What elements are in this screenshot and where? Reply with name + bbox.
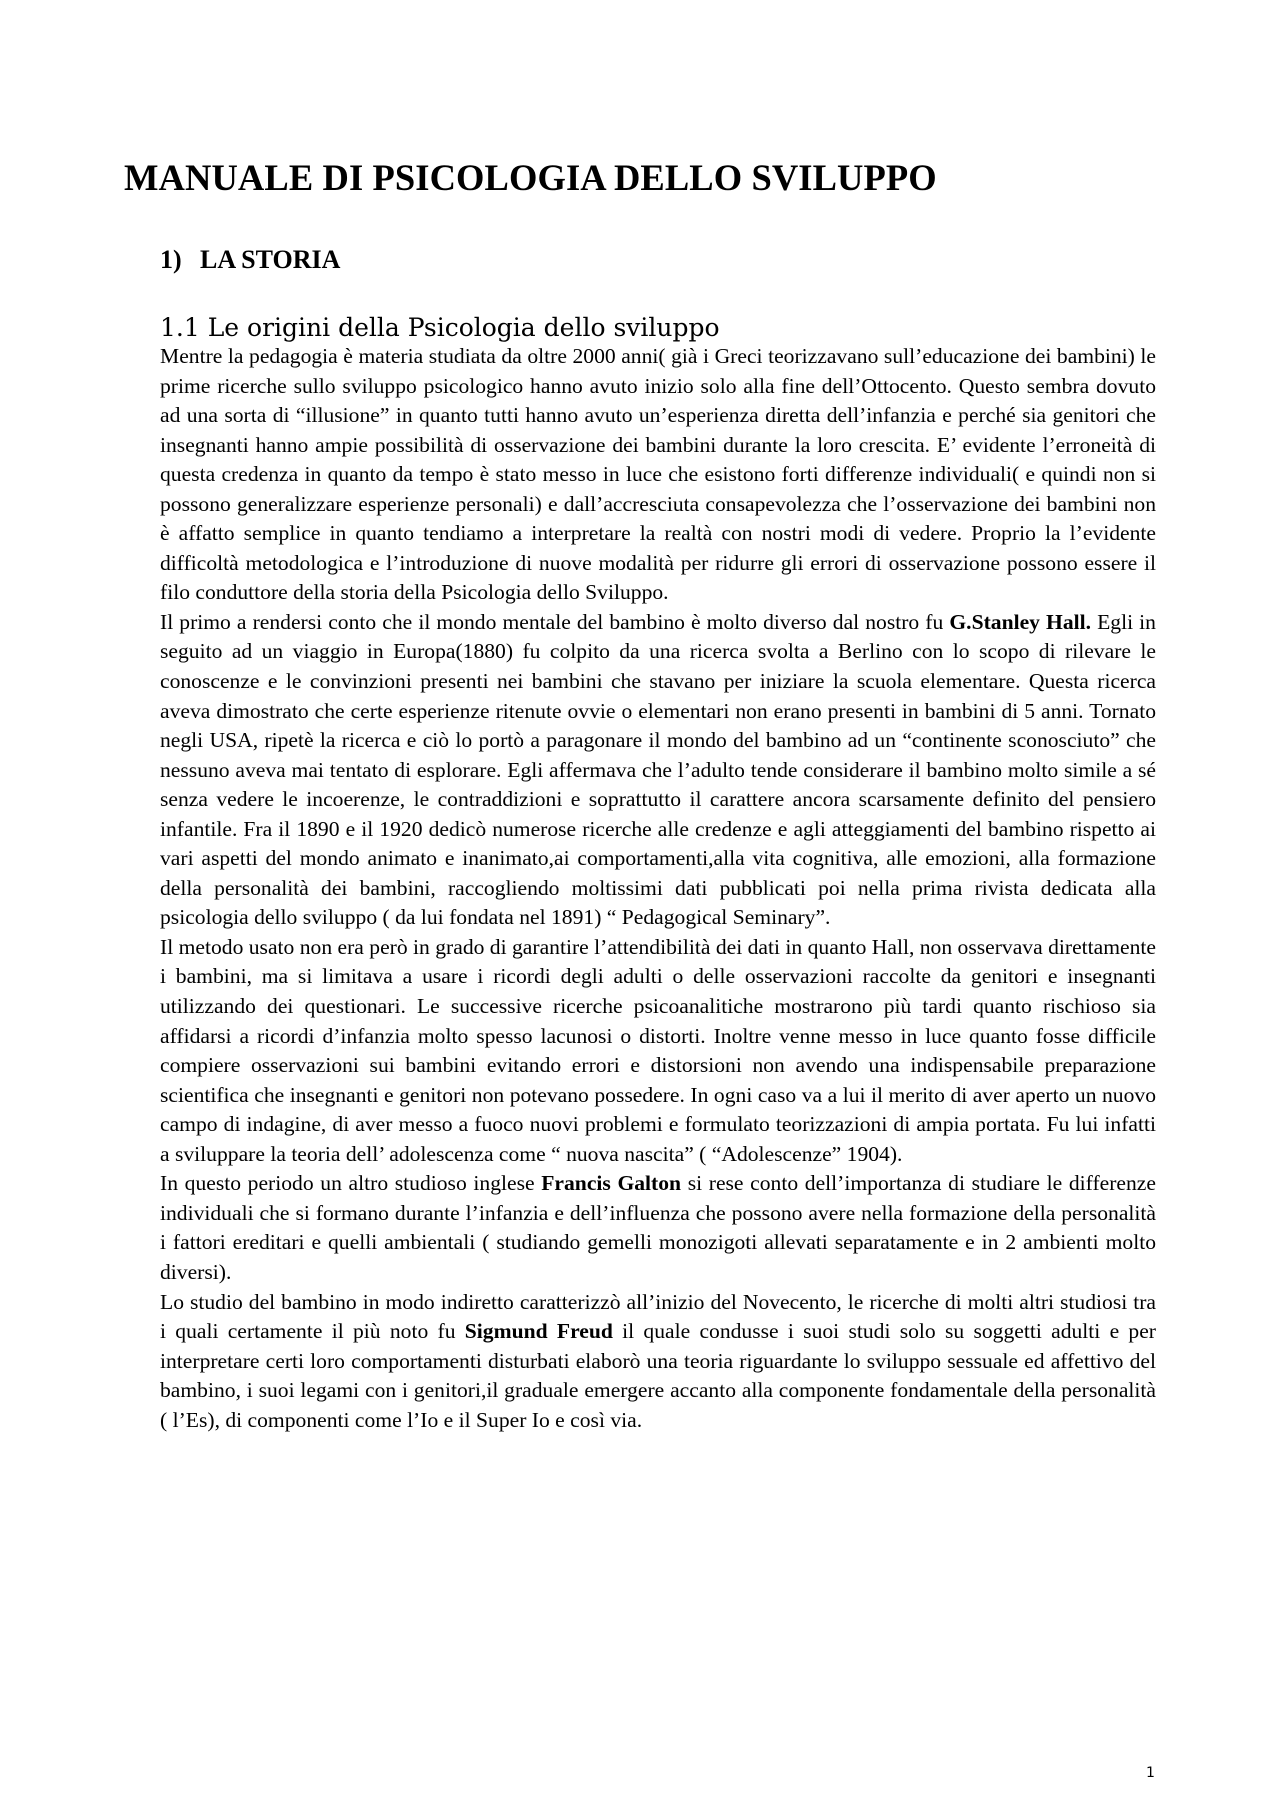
text-run: Il primo a rendersi conto che il mondo mentale del bambino è molto diverso dal nostro fu — [160, 609, 950, 634]
bold-name-galton: Francis Galton — [541, 1171, 682, 1196]
paragraph — [160, 1169, 1156, 1287]
text-run: si rese conto dell’importanza di studiare le differenze individuali che si formano durante l’infanzia e dell’influenza che possono avere nella formazione della personalità i fattori ereditari e quelli ambientali ( studiando gemelli monozigoti allevati separatamente e in 2 ambienti molto diversi). — [160, 1171, 1156, 1284]
section-title: LA STORIA — [200, 245, 341, 274]
paragraph — [160, 1288, 1156, 1436]
paragraph — [160, 342, 1156, 608]
text-run: In questo periodo un altro studioso inglese — [160, 1171, 542, 1196]
body-text — [160, 342, 1156, 1435]
text-run: il quale condusse i suoi studi solo su soggetti adulti e per interpretare certi loro comportamenti disturbati elaborò una teoria riguardante lo sviluppo sessuale ed affettivo del bambino, i suoi legami con i genitori,il graduale emergere accanto alla componente fondamentale della personalità ( l’Es), di componenti come l’Io e il Super Io e così via. — [160, 1319, 1156, 1432]
bold-name-hall: G.Stanley Hall. — [949, 609, 1092, 634]
section-number: 1) — [160, 245, 182, 274]
section-heading — [160, 244, 340, 276]
text-run: Egli in seguito ad un viaggio in Europa(1880) fu colpito da una ricerca svolta a Berlino con lo scopo di rilevare le conoscenze e le convinzioni presenti nei bambini che stavano per iniziare la scuola elementare. Questa ricerca aveva dimostrato che certe esperienze ritenute ovvie o elementari non erano presenti in bambini di 5 anni. Tornato negli USA, ripetè la ricerca e ciò lo portò a paragonare il mondo del bambino ad un “continente sconosciuto” che nessuno aveva mai tentato di esplorare. Egli affermava che l’adulto tende considerare il bambino molto simile a sé senza vedere le incoerenze, le contraddizioni e soprattutto il carattere ancora scarsamente definito del pensiero infantile. Fra il 1890 e il 1920 dedicò numerose ricerche alle credenze e agli atteggiamenti del bambino rispetto ai vari aspetti del mondo animato e inanimato,ai comportamenti,alla vita cognitiva, alle emozioni, alla formazione della personalità dei bambini, raccogliendo moltissimi dati pubblicati poi nella prima rivista dedicata alla psicologia dello sviluppo ( da lui fondata nel 1891) “ Pedagogical Seminary”. — [160, 609, 1156, 930]
text-run: Il metodo usato non era però in grado di garantire l’attendibilità dei dati in quanto Hall, non osservava direttamente i bambini, ma si limitava a usare i ricordi degli adulti o delle osservazioni raccolte da genitori e insegnanti utilizzando dei questionari. Le successive ricerche psicoanalitiche mostrarono più tardi quanto rischioso sia affidarsi a ricordi d’infanzia molto spesso lacunosi o distorti. Inoltre venne messo in luce quanto fosse difficile compiere osservazioni sui bambini evitando errori e distorsioni non avendo una indispensabile preparazione scientifica che insegnanti e genitori non potevano possedere. In ogni caso va a lui il merito di aver aperto un nuovo campo di indagine, di aver messo a fuoco nuovi problemi e formulato teorizzazioni di ampia portata. Fu lui infatti a sviluppare la teoria dell’ adolescenza come “ nuova nascita” ( “Adolescenze” 1904). — [160, 934, 1157, 1166]
text-run: Mentre la pedagogia è materia studiata da oltre 2000 anni( già i Greci teorizzavano sull’educazione dei bambini) le prime ricerche sullo sviluppo psicologico hanno avuto inizio solo alla fine dell’Ottocento. Questo sembra dovuto ad una sorta di “illusione” in quanto tutti hanno avuto un’esperienza diretta dell’infanzia e perché sia genitori che insegnanti hanno ampie possibilità di osservazione dei bambini durante la loro crescita. E’ evidente l’erroneità di questa credenza in quanto da tempo è stato messo in luce che esistono forti differenze individuali( e quindi non si possono generalizzare esperienze personali) e dall’accresciuta consapevolezza che l’osservazione dei bambini non è affatto semplice in quanto tendiamo a interpretare la realtà con nostri modi di vedere. Proprio la l’evidente difficoltà metodologica e l’introduzione di nuove modalità per ridurre gli errori di osservazione possono essere il filo conduttore della storia della Psicologia dello Sviluppo. — [160, 344, 1156, 605]
document-title: MANUALE DI PSICOLOGIA DELLO SVILUPPO — [124, 157, 937, 198]
subsection-title: 1.1 Le origini della Psicologia dello sviluppo — [160, 313, 720, 342]
bold-name-freud: Sigmund Freud — [464, 1319, 613, 1344]
paragraph — [160, 608, 1156, 933]
paragraph — [160, 933, 1156, 1169]
page-number: 1 — [1146, 1765, 1155, 1781]
text-run: Lo studio del bambino in modo indiretto caratterizzò all’inizio del Novecento, le ricerche di molti altri studiosi tra i quali certamente il più noto fu — [160, 1289, 1156, 1344]
